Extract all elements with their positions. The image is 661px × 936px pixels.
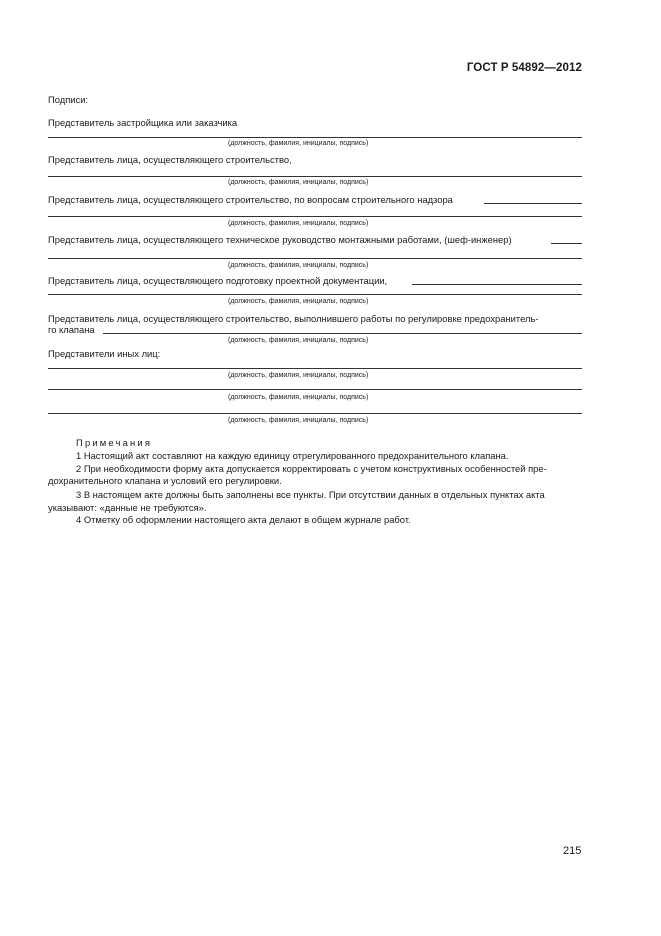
signature-inline-line	[551, 243, 582, 244]
note-line: 1 Настоящий акт составляют на каждую единицу отрегулированного предохранительного клапана.	[76, 450, 509, 461]
signature-caption: (должность, фамилия, инициалы, подпись)	[228, 394, 369, 401]
signature-caption: (должность, фамилия, инициалы, подпись)	[228, 417, 369, 424]
signature-row-label: Представитель лица, осуществляющего строительство,	[48, 154, 292, 165]
signature-caption: (должность, фамилия, инициалы, подпись)	[228, 337, 369, 344]
note-line: 4 Отметку об оформлении настоящего акта делают в общем журнале работ.	[76, 514, 411, 525]
signature-caption: (должность, фамилия, инициалы, подпись)	[228, 179, 369, 186]
note-line: дохранительного клапана и условий его регулировки.	[48, 475, 282, 486]
page-number: 215	[563, 845, 582, 857]
signature-line	[48, 258, 582, 259]
signature-caption: (должность, фамилия, инициалы, подпись)	[228, 298, 369, 305]
signature-row-label: Представитель лица, осуществляющего строительство, выполнившего работы по регулировке предохранитель-	[48, 313, 539, 324]
signature-caption: (должность, фамилия, инициалы, подпись)	[228, 220, 369, 227]
note-line: 2 При необходимости форму акта допускается корректировать с учетом конструктивных особенностей пре-	[76, 463, 547, 474]
standard-header: ГОСТ Р 54892—2012	[466, 62, 582, 74]
signature-line	[48, 294, 582, 295]
signature-line	[48, 176, 582, 177]
signature-line	[48, 413, 582, 414]
signature-row-label: Представитель лица, осуществляющего строительство, по вопросам строительного надзора	[48, 194, 453, 205]
signature-line	[48, 389, 582, 390]
signature-caption: (должность, фамилия, инициалы, подпись)	[228, 262, 369, 269]
note-line: указывают: «данные не требуются».	[48, 502, 207, 513]
signature-line	[48, 216, 582, 217]
signature-row-label: го клапана	[48, 324, 95, 335]
signature-caption: (должность, фамилия, инициалы, подпись)	[228, 140, 369, 147]
signature-inline-line	[412, 284, 582, 285]
signature-line	[48, 368, 582, 369]
signature-inline-line	[484, 203, 582, 204]
signature-caption: (должность, фамилия, инициалы, подпись)	[228, 372, 369, 379]
signature-line	[103, 333, 582, 334]
signature-row-label: Представитель лица, осуществляющего техническое руководство монтажными работами, (шеф-инженер)	[48, 234, 512, 245]
other-representatives-label: Представители иных лиц:	[48, 348, 161, 359]
signature-row-label: Представитель застройщика или заказчика	[48, 117, 238, 128]
signature-line	[48, 137, 582, 138]
note-line: 3 В настоящем акте должны быть заполнены все пункты. При отсутствии данных в отдельных пунктах акта	[76, 489, 545, 500]
notes-title: Примечания	[76, 437, 153, 448]
signatures-title: Подписи:	[48, 94, 89, 105]
signature-row-label: Представитель лица, осуществляющего подготовку проектной документации,	[48, 275, 388, 286]
